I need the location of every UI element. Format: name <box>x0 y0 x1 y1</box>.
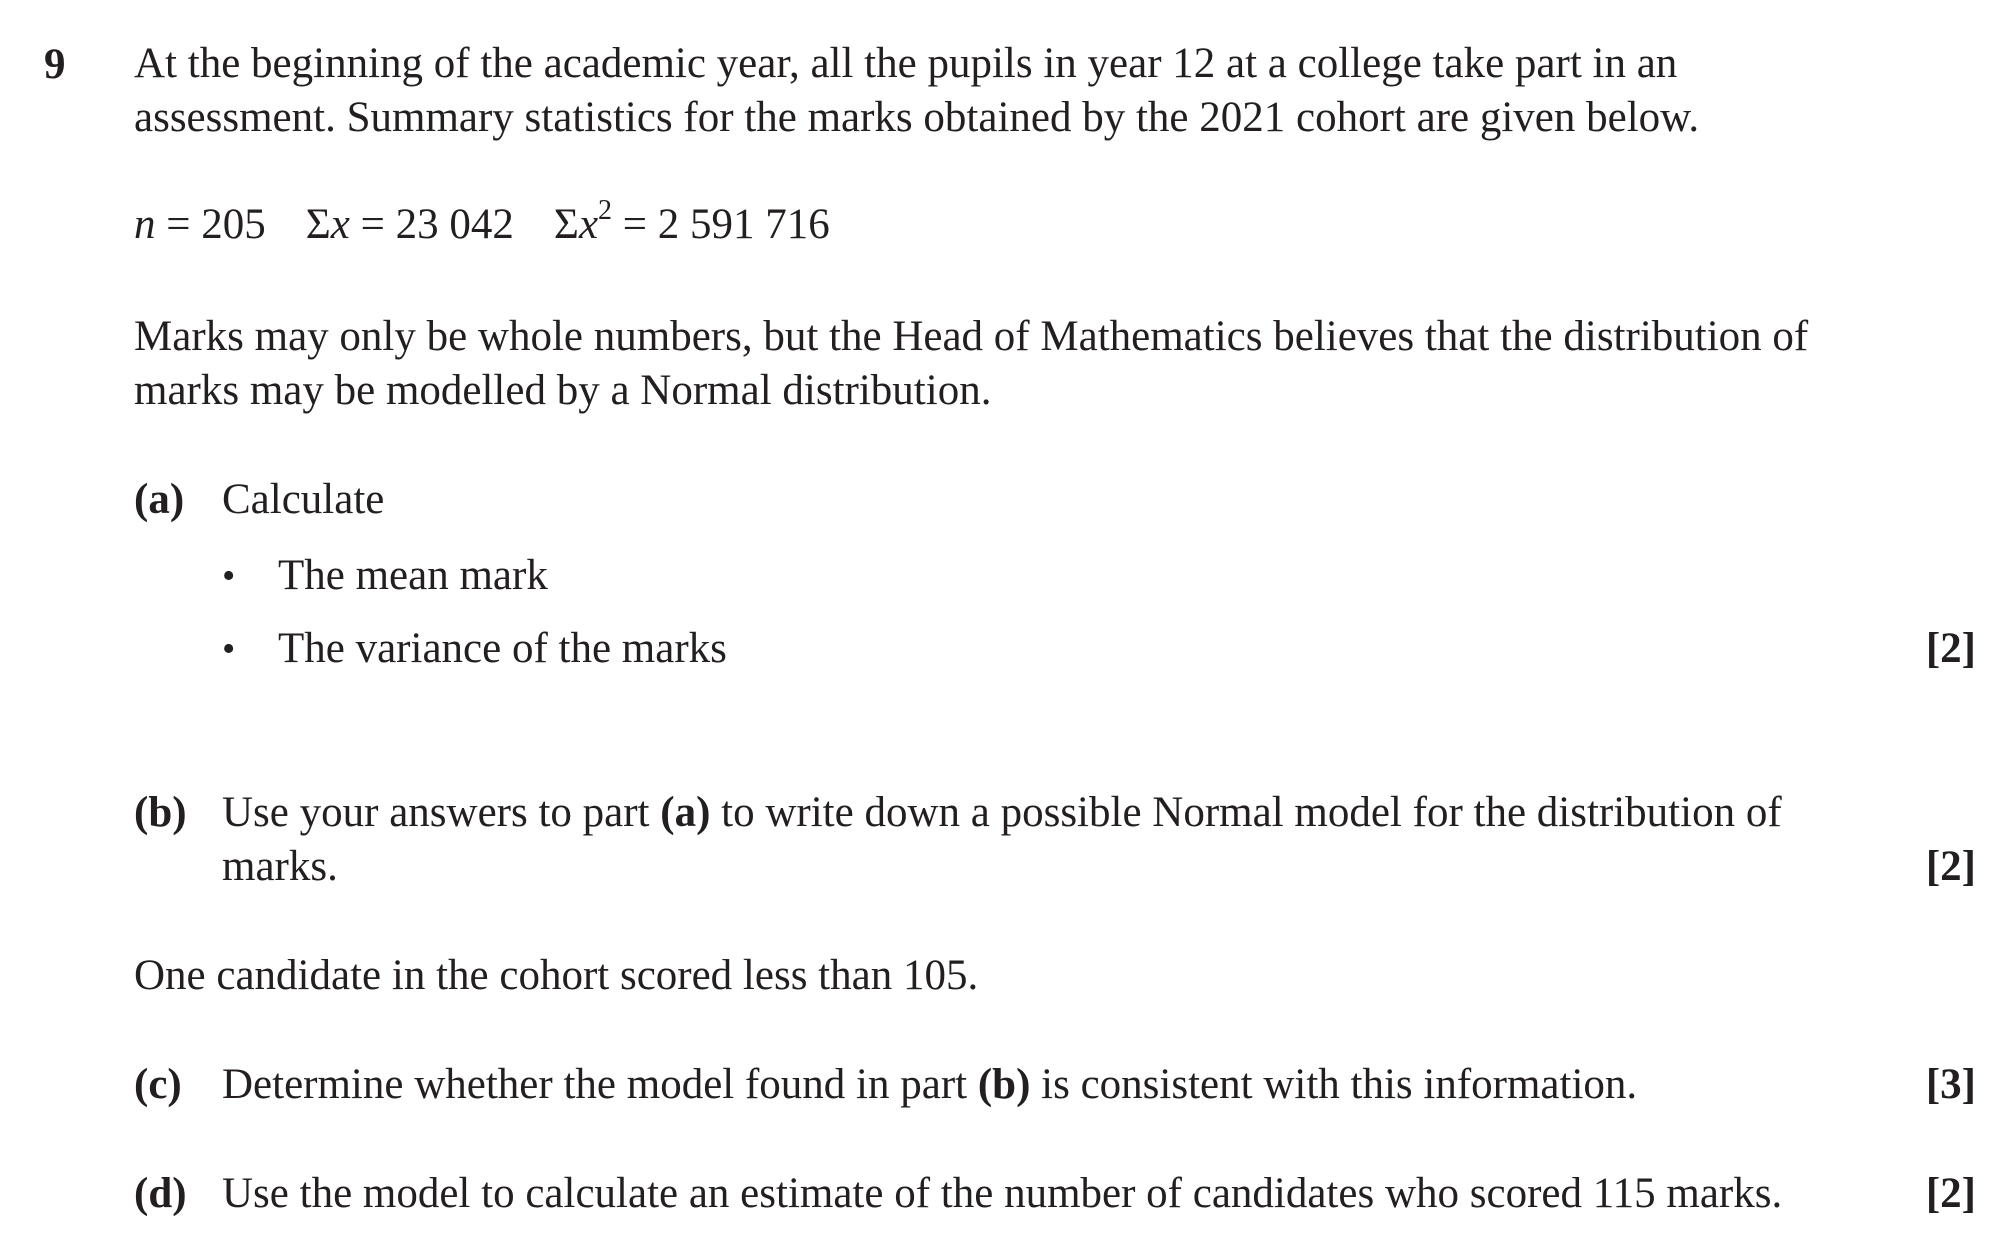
part-c-text <box>222 1058 1637 1112</box>
part-b-marks: [2] <box>1925 843 1976 890</box>
model-assumption-paragraph <box>134 310 1808 418</box>
part-a-text: Calculate <box>222 476 385 523</box>
part-c-text-post: is consistent with this information. <box>1030 1061 1638 1108</box>
part-c-marks: [3] <box>1925 1061 1976 1108</box>
candidate-info: One candidate in the cohort scored less than 105. <box>134 952 979 999</box>
para2-line-2: marks may be modelled by a Normal distribution. <box>134 367 992 414</box>
part-b-text-line-1 <box>222 786 1782 840</box>
summary-statistics <box>134 194 830 252</box>
question-number: 9 <box>44 41 66 88</box>
part-b-label: (b) <box>134 789 187 836</box>
sum-x-variable: x <box>330 201 350 248</box>
question-intro <box>134 37 1699 145</box>
bullet-icon: • <box>222 628 236 670</box>
part-c-label: (c) <box>134 1061 182 1108</box>
part-b-reference: (a) <box>660 789 711 836</box>
part-d-label: (d) <box>134 1170 187 1217</box>
n-value: = 205 <box>166 201 266 248</box>
part-a-bullet-2: The variance of the marks <box>278 625 727 672</box>
sum-x2-sigma: Σ <box>553 201 579 248</box>
part-a-marks: [2] <box>1925 625 1976 672</box>
part-a-bullet-1: The mean mark <box>278 552 548 599</box>
intro-line-1: At the beginning of the academic year, all the pupils in year 12 at a college take part in an <box>134 40 1678 87</box>
bullet-icon: • <box>222 555 236 597</box>
part-a-label: (a) <box>134 476 185 523</box>
sum-x-sigma: Σ <box>305 201 331 248</box>
part-d-marks: [2] <box>1925 1170 1976 1217</box>
sum-x2-variable: x <box>578 201 599 248</box>
para2-line-1: Marks may only be whole numbers, but the Head of Mathematics believes that the distribution of <box>134 313 1809 360</box>
intro-line-2: assessment. Summary statistics for the marks obtained by the 2021 cohort are given below. <box>134 94 1700 141</box>
part-d-text: Use the model to calculate an estimate of the number of candidates who scored 115 marks. <box>222 1170 1783 1217</box>
sum-x2-exponent: 2 <box>598 194 613 226</box>
part-b-text-pre: Use your answers to part <box>222 789 661 836</box>
sum-x2-value: = 2 591 716 <box>622 201 830 248</box>
part-b-text-line-2: marks. <box>222 843 338 890</box>
n-symbol: n <box>134 201 156 248</box>
sum-x-value: = 23 042 <box>360 201 514 248</box>
part-c-reference: (b) <box>977 1061 1031 1108</box>
part-b-text-post: to write down a possible Normal model for the distribution of <box>710 789 1782 836</box>
part-c-text-pre: Determine whether the model found in part <box>222 1061 978 1108</box>
